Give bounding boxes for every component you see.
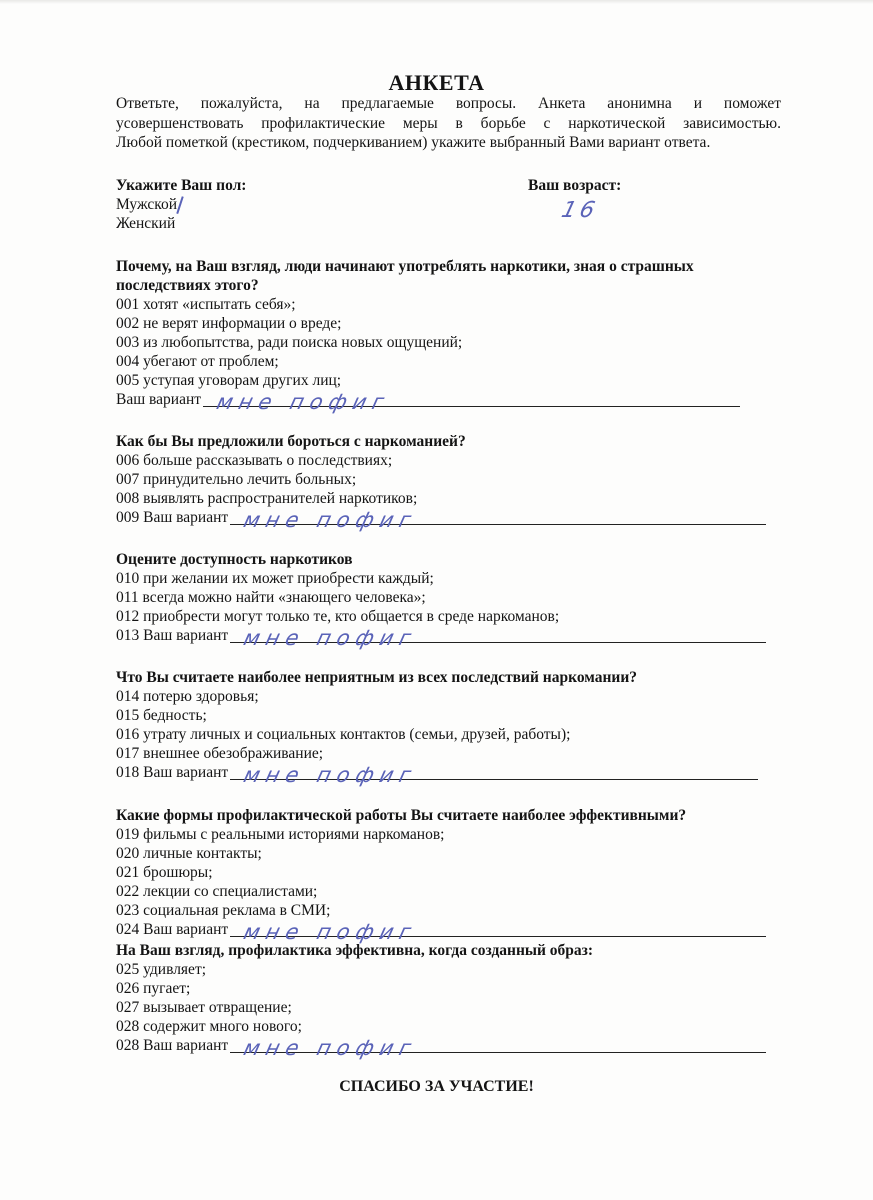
question-4 bbox=[116, 668, 758, 787]
intro-line: Ответьте, пожалуйста, на предлагаемые вопросы. Анкета анонимна и поможет bbox=[116, 95, 781, 112]
gender-option-male[interactable] bbox=[116, 195, 246, 214]
question-3 bbox=[116, 550, 766, 650]
variant-label: 018 Ваш вариант bbox=[116, 764, 229, 781]
answer-option[interactable]: 021 брошюры; bbox=[116, 864, 213, 881]
variant-row bbox=[116, 390, 740, 414]
question-title: Что Вы считаете наиболее неприятным из всех последствий наркомании? bbox=[116, 669, 638, 686]
question-title: последствиях этого? bbox=[116, 277, 259, 294]
variant-row bbox=[116, 1036, 766, 1060]
gender-section bbox=[116, 176, 246, 233]
age-handwritten-answer: 16 bbox=[558, 198, 602, 223]
answer-option[interactable]: 025 удивляет; bbox=[116, 961, 207, 978]
variant-answer-field[interactable] bbox=[230, 920, 766, 944]
question-title: На Ваш взгляд, профилактика эффективна, когда созданный образ: bbox=[116, 942, 594, 959]
answer-option[interactable]: 012 приобрести могут только те, кто общается в среде наркоманов; bbox=[116, 608, 560, 625]
variant-row bbox=[116, 626, 766, 650]
answer-option[interactable]: 008 выявлять распространителей наркотиков; bbox=[116, 490, 418, 507]
answer-option[interactable]: 005 уступая уговорам других лиц; bbox=[116, 372, 342, 389]
handwritten-answer: мне пофиг bbox=[241, 763, 420, 787]
age-label: Ваш возраст: bbox=[528, 177, 622, 194]
answer-option[interactable]: 027 вызывает отвращение; bbox=[116, 999, 292, 1016]
intro-paragraph bbox=[116, 94, 781, 153]
answer-option[interactable]: 007 принудительно лечить больных; bbox=[116, 471, 357, 488]
question-1 bbox=[116, 257, 740, 414]
answer-option[interactable]: 014 потерю здоровья; bbox=[116, 688, 259, 705]
variant-label: 028 Ваш вариант bbox=[116, 1037, 229, 1054]
answer-option[interactable]: 028 содержит много нового; bbox=[116, 1018, 302, 1035]
gender-label: Укажите Ваш пол: bbox=[116, 177, 247, 194]
question-title: Как бы Вы предложили бороться с наркоманией? bbox=[116, 433, 466, 450]
thank-you-footer: СПАСИБО ЗА УЧАСТИЕ! bbox=[339, 1078, 534, 1095]
variant-answer-field[interactable] bbox=[230, 626, 766, 650]
variant-answer-field[interactable] bbox=[230, 508, 766, 532]
variant-label: 024 Ваш вариант bbox=[116, 921, 229, 938]
intro-line: усовершенствовать профилактические меры в борьбе с наркотической зависимостью. bbox=[116, 114, 781, 132]
variant-row bbox=[116, 920, 766, 944]
question-title: Почему, на Ваш взгляд, люди начинают употреблять наркотики, зная о страшных bbox=[116, 258, 694, 275]
handwritten-answer: мне пофиг bbox=[241, 508, 420, 532]
variant-row bbox=[116, 763, 758, 787]
variant-row bbox=[116, 508, 766, 532]
handwritten-answer: мне пофиг bbox=[241, 920, 420, 944]
gender-option-female[interactable]: Женский bbox=[116, 215, 176, 232]
variant-label: Ваш вариант bbox=[116, 391, 202, 408]
question-title: Оцените доступность наркотиков bbox=[116, 551, 353, 568]
answer-option[interactable]: 020 личные контакты; bbox=[116, 845, 262, 862]
gender-option-label: Мужской bbox=[116, 196, 178, 213]
handwritten-answer: мне пофиг bbox=[241, 626, 420, 650]
handwritten-answer: мне пофиг bbox=[241, 1036, 420, 1060]
answer-option[interactable]: 002 не верят информации о вреде; bbox=[116, 315, 342, 332]
handwritten-answer: мне пофиг bbox=[214, 390, 393, 414]
answer-option[interactable]: 016 утрату личных и социальных контактов (семьи, друзей, работы); bbox=[116, 726, 571, 743]
question-2 bbox=[116, 432, 766, 532]
answer-option[interactable]: 011 всегда можно найти «знающего человека»; bbox=[116, 589, 426, 606]
scan-edge bbox=[0, 0, 873, 4]
answer-option[interactable]: 017 внешнее обезображивание; bbox=[116, 745, 324, 762]
answer-option[interactable]: 026 пугает; bbox=[116, 980, 191, 997]
intro-line: Любой пометкой (крестиком, подчеркиванием) укажите выбранный Вами вариант ответа. bbox=[116, 134, 711, 151]
variant-answer-field[interactable] bbox=[230, 1036, 766, 1060]
question-title: Какие формы профилактической работы Вы считаете наиболее эффективными? bbox=[116, 807, 687, 824]
answer-option[interactable]: 010 при желании их может приобрести каждый; bbox=[116, 570, 434, 587]
page-title: АНКЕТА bbox=[388, 70, 485, 95]
variant-label: 009 Ваш вариант bbox=[116, 509, 229, 526]
variant-answer-field[interactable] bbox=[230, 763, 758, 787]
answer-option[interactable]: 023 социальная реклама в СМИ; bbox=[116, 902, 331, 919]
tick-mark bbox=[177, 196, 187, 214]
variant-answer-field[interactable] bbox=[203, 390, 740, 414]
question-6 bbox=[116, 941, 766, 1060]
answer-option[interactable]: 015 бедность; bbox=[116, 707, 207, 724]
answer-option[interactable]: 001 хотят «испытать себя»; bbox=[116, 296, 296, 313]
question-5 bbox=[116, 806, 766, 944]
variant-label: 013 Ваш вариант bbox=[116, 627, 229, 644]
answer-option[interactable]: 003 из любопытства, ради поиска новых ощущений; bbox=[116, 334, 463, 351]
answer-option[interactable]: 006 больше рассказывать о последствиях; bbox=[116, 452, 393, 469]
answer-option[interactable]: 019 фильмы с реальными историями наркоманов; bbox=[116, 826, 445, 843]
answer-option[interactable]: 022 лекции со специалистами; bbox=[116, 883, 318, 900]
answer-option[interactable]: 004 убегают от проблем; bbox=[116, 353, 279, 370]
